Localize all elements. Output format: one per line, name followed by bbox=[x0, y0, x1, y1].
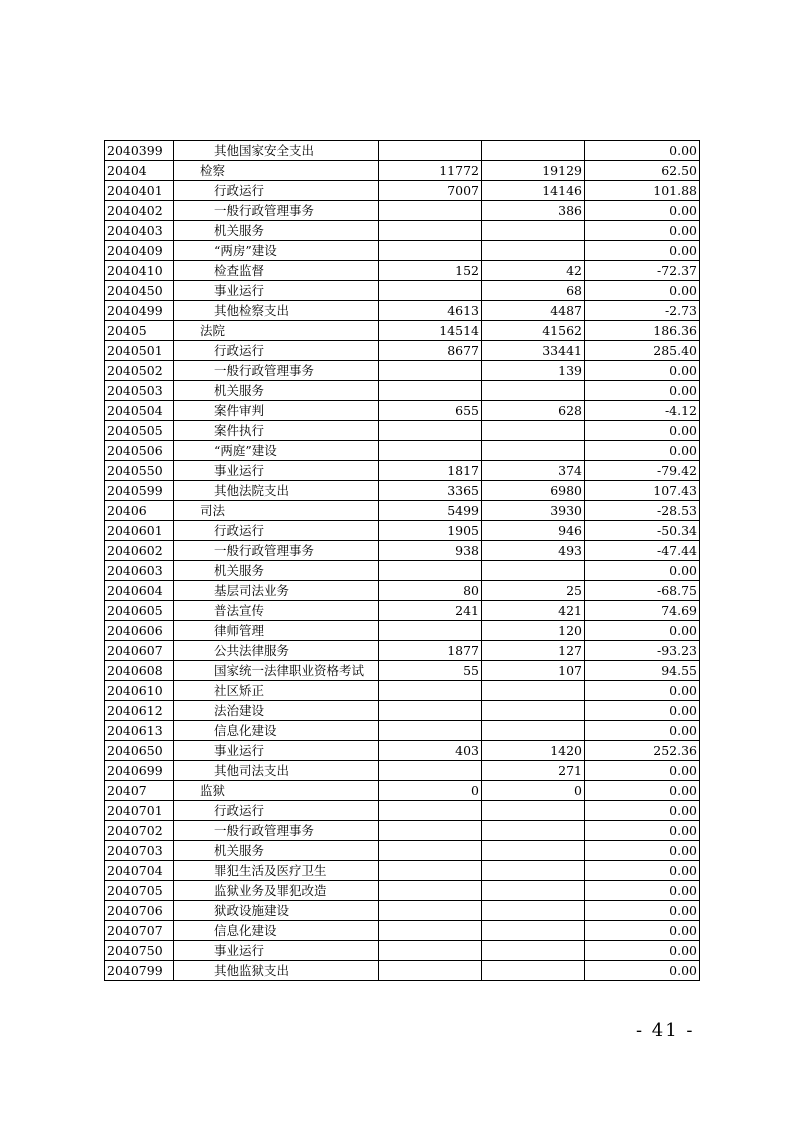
table-row bbox=[105, 721, 700, 741]
change-percent-cell: -93.23 bbox=[585, 641, 700, 661]
value-2-cell: 42 bbox=[482, 261, 585, 281]
change-percent-cell: 0.00 bbox=[585, 901, 700, 921]
value-2-cell bbox=[482, 561, 585, 581]
value-2-cell: 120 bbox=[482, 621, 585, 641]
value-1-cell: 1905 bbox=[379, 521, 482, 541]
value-1-cell: 1817 bbox=[379, 461, 482, 481]
value-2-cell bbox=[482, 721, 585, 741]
table-row bbox=[105, 461, 700, 481]
value-1-cell bbox=[379, 441, 482, 461]
value-1-cell bbox=[379, 821, 482, 841]
item-name-cell: 普法宣传 bbox=[174, 601, 379, 621]
change-percent-cell: -2.73 bbox=[585, 301, 700, 321]
value-1-cell: 241 bbox=[379, 601, 482, 621]
change-percent-cell: 0.00 bbox=[585, 841, 700, 861]
item-name-cell: 行政运行 bbox=[174, 341, 379, 361]
table-row bbox=[105, 841, 700, 861]
change-percent-cell: 107.43 bbox=[585, 481, 700, 501]
value-2-cell: 1420 bbox=[482, 741, 585, 761]
table-row bbox=[105, 421, 700, 441]
account-code-cell: 2040612 bbox=[105, 701, 174, 721]
value-1-cell bbox=[379, 281, 482, 301]
change-percent-cell: -28.53 bbox=[585, 501, 700, 521]
item-name-cell: 检查监督 bbox=[174, 261, 379, 281]
value-1-cell bbox=[379, 621, 482, 641]
value-1-cell: 4613 bbox=[379, 301, 482, 321]
value-1-cell: 55 bbox=[379, 661, 482, 681]
value-2-cell: 4487 bbox=[482, 301, 585, 321]
change-percent-cell: 74.69 bbox=[585, 601, 700, 621]
value-1-cell: 3365 bbox=[379, 481, 482, 501]
value-2-cell: 14146 bbox=[482, 181, 585, 201]
account-code-cell: 2040401 bbox=[105, 181, 174, 201]
account-code-cell: 20407 bbox=[105, 781, 174, 801]
account-code-cell: 20404 bbox=[105, 161, 174, 181]
value-2-cell bbox=[482, 901, 585, 921]
value-2-cell: 33441 bbox=[482, 341, 585, 361]
value-2-cell bbox=[482, 861, 585, 881]
table-row bbox=[105, 781, 700, 801]
item-name-cell: 信息化建设 bbox=[174, 721, 379, 741]
item-name-cell: 事业运行 bbox=[174, 461, 379, 481]
account-code-cell: 2040610 bbox=[105, 681, 174, 701]
value-1-cell: 655 bbox=[379, 401, 482, 421]
item-name-cell: 机关服务 bbox=[174, 381, 379, 401]
value-1-cell: 938 bbox=[379, 541, 482, 561]
account-code-cell: 2040799 bbox=[105, 961, 174, 981]
account-code-cell: 2040603 bbox=[105, 561, 174, 581]
value-1-cell bbox=[379, 721, 482, 741]
value-1-cell bbox=[379, 381, 482, 401]
account-code-cell: 2040699 bbox=[105, 761, 174, 781]
value-2-cell: 493 bbox=[482, 541, 585, 561]
change-percent-cell: 0.00 bbox=[585, 221, 700, 241]
item-name-cell: 狱政设施建设 bbox=[174, 901, 379, 921]
account-code-cell: 2040409 bbox=[105, 241, 174, 261]
value-1-cell bbox=[379, 941, 482, 961]
item-name-cell: 公共法律服务 bbox=[174, 641, 379, 661]
table-row bbox=[105, 441, 700, 461]
value-1-cell bbox=[379, 241, 482, 261]
item-name-cell: 一般行政管理事务 bbox=[174, 821, 379, 841]
change-percent-cell: 0.00 bbox=[585, 761, 700, 781]
value-2-cell: 421 bbox=[482, 601, 585, 621]
value-1-cell: 1877 bbox=[379, 641, 482, 661]
table-row bbox=[105, 201, 700, 221]
table-row bbox=[105, 381, 700, 401]
change-percent-cell: 285.40 bbox=[585, 341, 700, 361]
table-row bbox=[105, 601, 700, 621]
change-percent-cell: -72.37 bbox=[585, 261, 700, 281]
change-percent-cell: 252.36 bbox=[585, 741, 700, 761]
change-percent-cell: 0.00 bbox=[585, 821, 700, 841]
value-2-cell bbox=[482, 221, 585, 241]
table-row bbox=[105, 161, 700, 181]
account-code-cell: 2040599 bbox=[105, 481, 174, 501]
item-name-cell: 案件执行 bbox=[174, 421, 379, 441]
change-percent-cell: 0.00 bbox=[585, 961, 700, 981]
item-name-cell: 案件审判 bbox=[174, 401, 379, 421]
item-name-cell: 一般行政管理事务 bbox=[174, 201, 379, 221]
table-row bbox=[105, 321, 700, 341]
item-name-cell: 社区矫正 bbox=[174, 681, 379, 701]
value-1-cell bbox=[379, 841, 482, 861]
account-code-cell: 2040504 bbox=[105, 401, 174, 421]
change-percent-cell: -50.34 bbox=[585, 521, 700, 541]
value-1-cell: 0 bbox=[379, 781, 482, 801]
account-code-cell: 2040750 bbox=[105, 941, 174, 961]
item-name-cell: 国家统一法律职业资格考试 bbox=[174, 661, 379, 681]
value-2-cell bbox=[482, 941, 585, 961]
item-name-cell: 其他司法支出 bbox=[174, 761, 379, 781]
change-percent-cell: -79.42 bbox=[585, 461, 700, 481]
item-name-cell: 基层司法业务 bbox=[174, 581, 379, 601]
value-2-cell: 374 bbox=[482, 461, 585, 481]
account-code-cell: 2040399 bbox=[105, 141, 174, 161]
value-1-cell: 5499 bbox=[379, 501, 482, 521]
item-name-cell: 其他法院支出 bbox=[174, 481, 379, 501]
budget-table-container bbox=[104, 140, 699, 981]
table-row bbox=[105, 521, 700, 541]
item-name-cell: 机关服务 bbox=[174, 221, 379, 241]
account-code-cell: 2040602 bbox=[105, 541, 174, 561]
value-2-cell: 628 bbox=[482, 401, 585, 421]
value-1-cell bbox=[379, 681, 482, 701]
value-2-cell: 6980 bbox=[482, 481, 585, 501]
account-code-cell: 2040403 bbox=[105, 221, 174, 241]
item-name-cell: 机关服务 bbox=[174, 841, 379, 861]
value-1-cell: 11772 bbox=[379, 161, 482, 181]
value-2-cell: 139 bbox=[482, 361, 585, 381]
account-code-cell: 2040503 bbox=[105, 381, 174, 401]
account-code-cell: 2040605 bbox=[105, 601, 174, 621]
item-name-cell: 行政运行 bbox=[174, 181, 379, 201]
value-1-cell bbox=[379, 221, 482, 241]
change-percent-cell: 0.00 bbox=[585, 721, 700, 741]
value-2-cell bbox=[482, 821, 585, 841]
table-row bbox=[105, 181, 700, 201]
value-1-cell: 152 bbox=[379, 261, 482, 281]
item-name-cell: 事业运行 bbox=[174, 281, 379, 301]
item-name-cell: 监狱业务及罪犯改造 bbox=[174, 881, 379, 901]
value-1-cell bbox=[379, 561, 482, 581]
item-name-cell: 司法 bbox=[174, 501, 379, 521]
value-2-cell bbox=[482, 381, 585, 401]
account-code-cell: 2040701 bbox=[105, 801, 174, 821]
change-percent-cell: 0.00 bbox=[585, 801, 700, 821]
table-row bbox=[105, 301, 700, 321]
account-code-cell: 2040608 bbox=[105, 661, 174, 681]
value-1-cell bbox=[379, 361, 482, 381]
value-1-cell bbox=[379, 701, 482, 721]
value-1-cell bbox=[379, 921, 482, 941]
change-percent-cell: 94.55 bbox=[585, 661, 700, 681]
value-2-cell bbox=[482, 681, 585, 701]
value-1-cell bbox=[379, 141, 482, 161]
account-code-cell: 2040604 bbox=[105, 581, 174, 601]
table-row bbox=[105, 801, 700, 821]
table-row bbox=[105, 701, 700, 721]
table-row bbox=[105, 881, 700, 901]
account-code-cell: 2040706 bbox=[105, 901, 174, 921]
table-row bbox=[105, 361, 700, 381]
table-row bbox=[105, 621, 700, 641]
table-row bbox=[105, 681, 700, 701]
change-percent-cell: 0.00 bbox=[585, 201, 700, 221]
account-code-cell: 2040499 bbox=[105, 301, 174, 321]
value-1-cell bbox=[379, 761, 482, 781]
value-1-cell: 8677 bbox=[379, 341, 482, 361]
account-code-cell: 2040402 bbox=[105, 201, 174, 221]
change-percent-cell: 0.00 bbox=[585, 561, 700, 581]
change-percent-cell: 0.00 bbox=[585, 701, 700, 721]
account-code-cell: 2040704 bbox=[105, 861, 174, 881]
change-percent-cell: 0.00 bbox=[585, 441, 700, 461]
change-percent-cell: 101.88 bbox=[585, 181, 700, 201]
value-1-cell: 80 bbox=[379, 581, 482, 601]
change-percent-cell: 0.00 bbox=[585, 141, 700, 161]
value-2-cell: 25 bbox=[482, 581, 585, 601]
account-code-cell: 20405 bbox=[105, 321, 174, 341]
item-name-cell: 一般行政管理事务 bbox=[174, 541, 379, 561]
item-name-cell: 律师管理 bbox=[174, 621, 379, 641]
item-name-cell: 法治建设 bbox=[174, 701, 379, 721]
account-code-cell: 2040606 bbox=[105, 621, 174, 641]
item-name-cell: 检察 bbox=[174, 161, 379, 181]
item-name-cell: 事业运行 bbox=[174, 741, 379, 761]
value-2-cell: 386 bbox=[482, 201, 585, 221]
table-row bbox=[105, 921, 700, 941]
change-percent-cell: 0.00 bbox=[585, 241, 700, 261]
table-row bbox=[105, 341, 700, 361]
table-row bbox=[105, 821, 700, 841]
value-1-cell bbox=[379, 421, 482, 441]
change-percent-cell: 0.00 bbox=[585, 621, 700, 641]
change-percent-cell: -47.44 bbox=[585, 541, 700, 561]
item-name-cell: 监狱 bbox=[174, 781, 379, 801]
item-name-cell: 其他国家安全支出 bbox=[174, 141, 379, 161]
account-code-cell: 2040607 bbox=[105, 641, 174, 661]
value-1-cell: 403 bbox=[379, 741, 482, 761]
value-2-cell: 41562 bbox=[482, 321, 585, 341]
table-row bbox=[105, 761, 700, 781]
table-row bbox=[105, 861, 700, 881]
item-name-cell: 事业运行 bbox=[174, 941, 379, 961]
value-2-cell: 19129 bbox=[482, 161, 585, 181]
table-row bbox=[105, 281, 700, 301]
value-2-cell: 946 bbox=[482, 521, 585, 541]
value-2-cell bbox=[482, 841, 585, 861]
value-2-cell bbox=[482, 441, 585, 461]
budget-table bbox=[104, 140, 700, 981]
item-name-cell: 行政运行 bbox=[174, 521, 379, 541]
table-row bbox=[105, 581, 700, 601]
change-percent-cell: 0.00 bbox=[585, 381, 700, 401]
table-row bbox=[105, 221, 700, 241]
item-name-cell: 其他检察支出 bbox=[174, 301, 379, 321]
change-percent-cell: 0.00 bbox=[585, 781, 700, 801]
value-2-cell bbox=[482, 701, 585, 721]
table-row bbox=[105, 901, 700, 921]
account-code-cell: 2040650 bbox=[105, 741, 174, 761]
item-name-cell: 信息化建设 bbox=[174, 921, 379, 941]
account-code-cell: 2040702 bbox=[105, 821, 174, 841]
value-2-cell bbox=[482, 801, 585, 821]
value-1-cell bbox=[379, 881, 482, 901]
table-row bbox=[105, 261, 700, 281]
account-code-cell: 2040707 bbox=[105, 921, 174, 941]
change-percent-cell: 0.00 bbox=[585, 921, 700, 941]
table-row bbox=[105, 741, 700, 761]
account-code-cell: 20406 bbox=[105, 501, 174, 521]
change-percent-cell: 62.50 bbox=[585, 161, 700, 181]
change-percent-cell: 0.00 bbox=[585, 861, 700, 881]
account-code-cell: 2040410 bbox=[105, 261, 174, 281]
account-code-cell: 2040550 bbox=[105, 461, 174, 481]
change-percent-cell: 0.00 bbox=[585, 681, 700, 701]
change-percent-cell: 0.00 bbox=[585, 941, 700, 961]
budget-table-body bbox=[105, 141, 700, 981]
change-percent-cell: -4.12 bbox=[585, 401, 700, 421]
account-code-cell: 2040705 bbox=[105, 881, 174, 901]
value-2-cell bbox=[482, 421, 585, 441]
item-name-cell: “两庭”建设 bbox=[174, 441, 379, 461]
value-2-cell: 271 bbox=[482, 761, 585, 781]
account-code-cell: 2040501 bbox=[105, 341, 174, 361]
item-name-cell: 机关服务 bbox=[174, 561, 379, 581]
account-code-cell: 2040505 bbox=[105, 421, 174, 441]
table-row bbox=[105, 961, 700, 981]
value-1-cell bbox=[379, 801, 482, 821]
value-2-cell: 0 bbox=[482, 781, 585, 801]
account-code-cell: 2040703 bbox=[105, 841, 174, 861]
item-name-cell: 一般行政管理事务 bbox=[174, 361, 379, 381]
value-2-cell bbox=[482, 961, 585, 981]
table-row bbox=[105, 941, 700, 961]
change-percent-cell: 0.00 bbox=[585, 281, 700, 301]
item-name-cell: 法院 bbox=[174, 321, 379, 341]
account-code-cell: 2040613 bbox=[105, 721, 174, 741]
value-1-cell bbox=[379, 861, 482, 881]
table-row bbox=[105, 481, 700, 501]
value-1-cell bbox=[379, 201, 482, 221]
value-1-cell bbox=[379, 901, 482, 921]
account-code-cell: 2040506 bbox=[105, 441, 174, 461]
change-percent-cell: 0.00 bbox=[585, 361, 700, 381]
table-row bbox=[105, 401, 700, 421]
table-row bbox=[105, 501, 700, 521]
value-2-cell: 3930 bbox=[482, 501, 585, 521]
value-1-cell bbox=[379, 961, 482, 981]
table-row bbox=[105, 541, 700, 561]
value-2-cell bbox=[482, 241, 585, 261]
value-2-cell bbox=[482, 921, 585, 941]
change-percent-cell: 186.36 bbox=[585, 321, 700, 341]
table-row bbox=[105, 141, 700, 161]
table-row bbox=[105, 241, 700, 261]
account-code-cell: 2040450 bbox=[105, 281, 174, 301]
value-1-cell: 7007 bbox=[379, 181, 482, 201]
page-number: - 41 - bbox=[636, 1020, 695, 1041]
change-percent-cell: 0.00 bbox=[585, 881, 700, 901]
table-row bbox=[105, 561, 700, 581]
value-2-cell bbox=[482, 141, 585, 161]
change-percent-cell: -68.75 bbox=[585, 581, 700, 601]
value-2-cell: 127 bbox=[482, 641, 585, 661]
value-2-cell: 107 bbox=[482, 661, 585, 681]
item-name-cell: “两房”建设 bbox=[174, 241, 379, 261]
value-1-cell: 14514 bbox=[379, 321, 482, 341]
item-name-cell: 罪犯生活及医疗卫生 bbox=[174, 861, 379, 881]
value-2-cell: 68 bbox=[482, 281, 585, 301]
item-name-cell: 其他监狱支出 bbox=[174, 961, 379, 981]
value-2-cell bbox=[482, 881, 585, 901]
table-row bbox=[105, 641, 700, 661]
account-code-cell: 2040601 bbox=[105, 521, 174, 541]
account-code-cell: 2040502 bbox=[105, 361, 174, 381]
item-name-cell: 行政运行 bbox=[174, 801, 379, 821]
change-percent-cell: 0.00 bbox=[585, 421, 700, 441]
table-row bbox=[105, 661, 700, 681]
